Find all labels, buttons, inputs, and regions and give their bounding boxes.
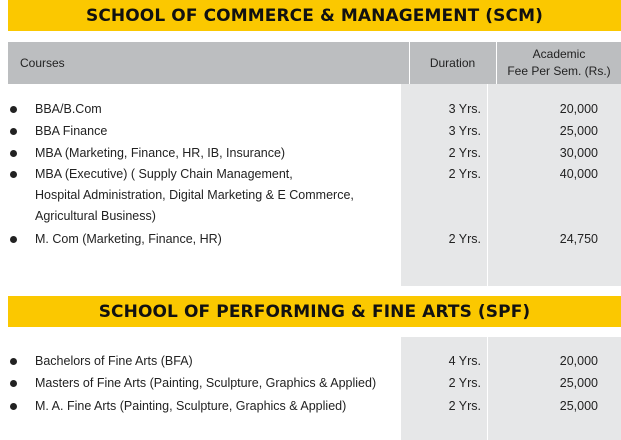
course-duration: 2 Yrs. [448, 376, 481, 390]
course-fee: 20,000 [559, 354, 598, 368]
course-fee: 30,000 [559, 146, 598, 160]
bullet-icon [10, 380, 17, 387]
course-name: BBA/B.Com [35, 102, 102, 116]
courses-column-header: Courses [20, 56, 65, 70]
course-duration: 3 Yrs. [448, 124, 481, 138]
course-name: M. Com (Marketing, Finance, HR) [35, 232, 222, 246]
bullet-icon [10, 358, 17, 365]
course-name: Bachelors of Fine Arts (BFA) [35, 354, 193, 368]
spf-section-title: SCHOOL OF PERFORMING & FINE ARTS (SPF) [8, 296, 621, 327]
bullet-icon [10, 106, 17, 113]
course-duration: 4 Yrs. [448, 354, 481, 368]
course-duration: 2 Yrs. [448, 232, 481, 246]
course-fee: 40,000 [559, 167, 598, 181]
course-name: MBA (Executive) ( Supply Chain Management, Hospital Administration, Digital Marketing & E Commerce, Agricultural Business) [35, 167, 354, 223]
course-fee: 25,000 [559, 376, 598, 390]
fee-header-line2: Fee Per Sem. (Rs.) [507, 64, 611, 78]
table-header [8, 42, 621, 84]
course-duration: 3 Yrs. [448, 102, 481, 116]
course-name: Masters of Fine Arts (Painting, Sculpture, Graphics & Applied) [35, 376, 377, 390]
course-fee: 20,000 [559, 102, 598, 116]
scm-section-title: SCHOOL OF COMMERCE & MANAGEMENT (SCM) [8, 0, 621, 31]
bullet-icon [10, 150, 17, 157]
fee-header-line1: Academic [532, 47, 586, 61]
course-duration: 2 Yrs. [448, 167, 481, 181]
course-name: MBA (Marketing, Finance, HR, IB, Insurance) [35, 146, 286, 160]
fee-column-header [496, 42, 621, 84]
course-fee: 25,000 [559, 124, 598, 138]
course-duration: 2 Yrs. [448, 146, 481, 160]
course-fee: 24,750 [559, 232, 598, 246]
duration-column-header: Duration [409, 42, 495, 84]
course-name: BBA Finance [35, 124, 108, 138]
bullet-icon [10, 128, 17, 135]
course-duration: 2 Yrs. [448, 399, 481, 413]
bullet-icon [10, 236, 17, 243]
course-name: M. A. Fine Arts (Painting, Sculpture, Graphics & Applied) [35, 399, 347, 413]
bullet-icon [10, 403, 17, 410]
bullet-icon [10, 171, 17, 178]
course-fee: 25,000 [559, 399, 598, 413]
